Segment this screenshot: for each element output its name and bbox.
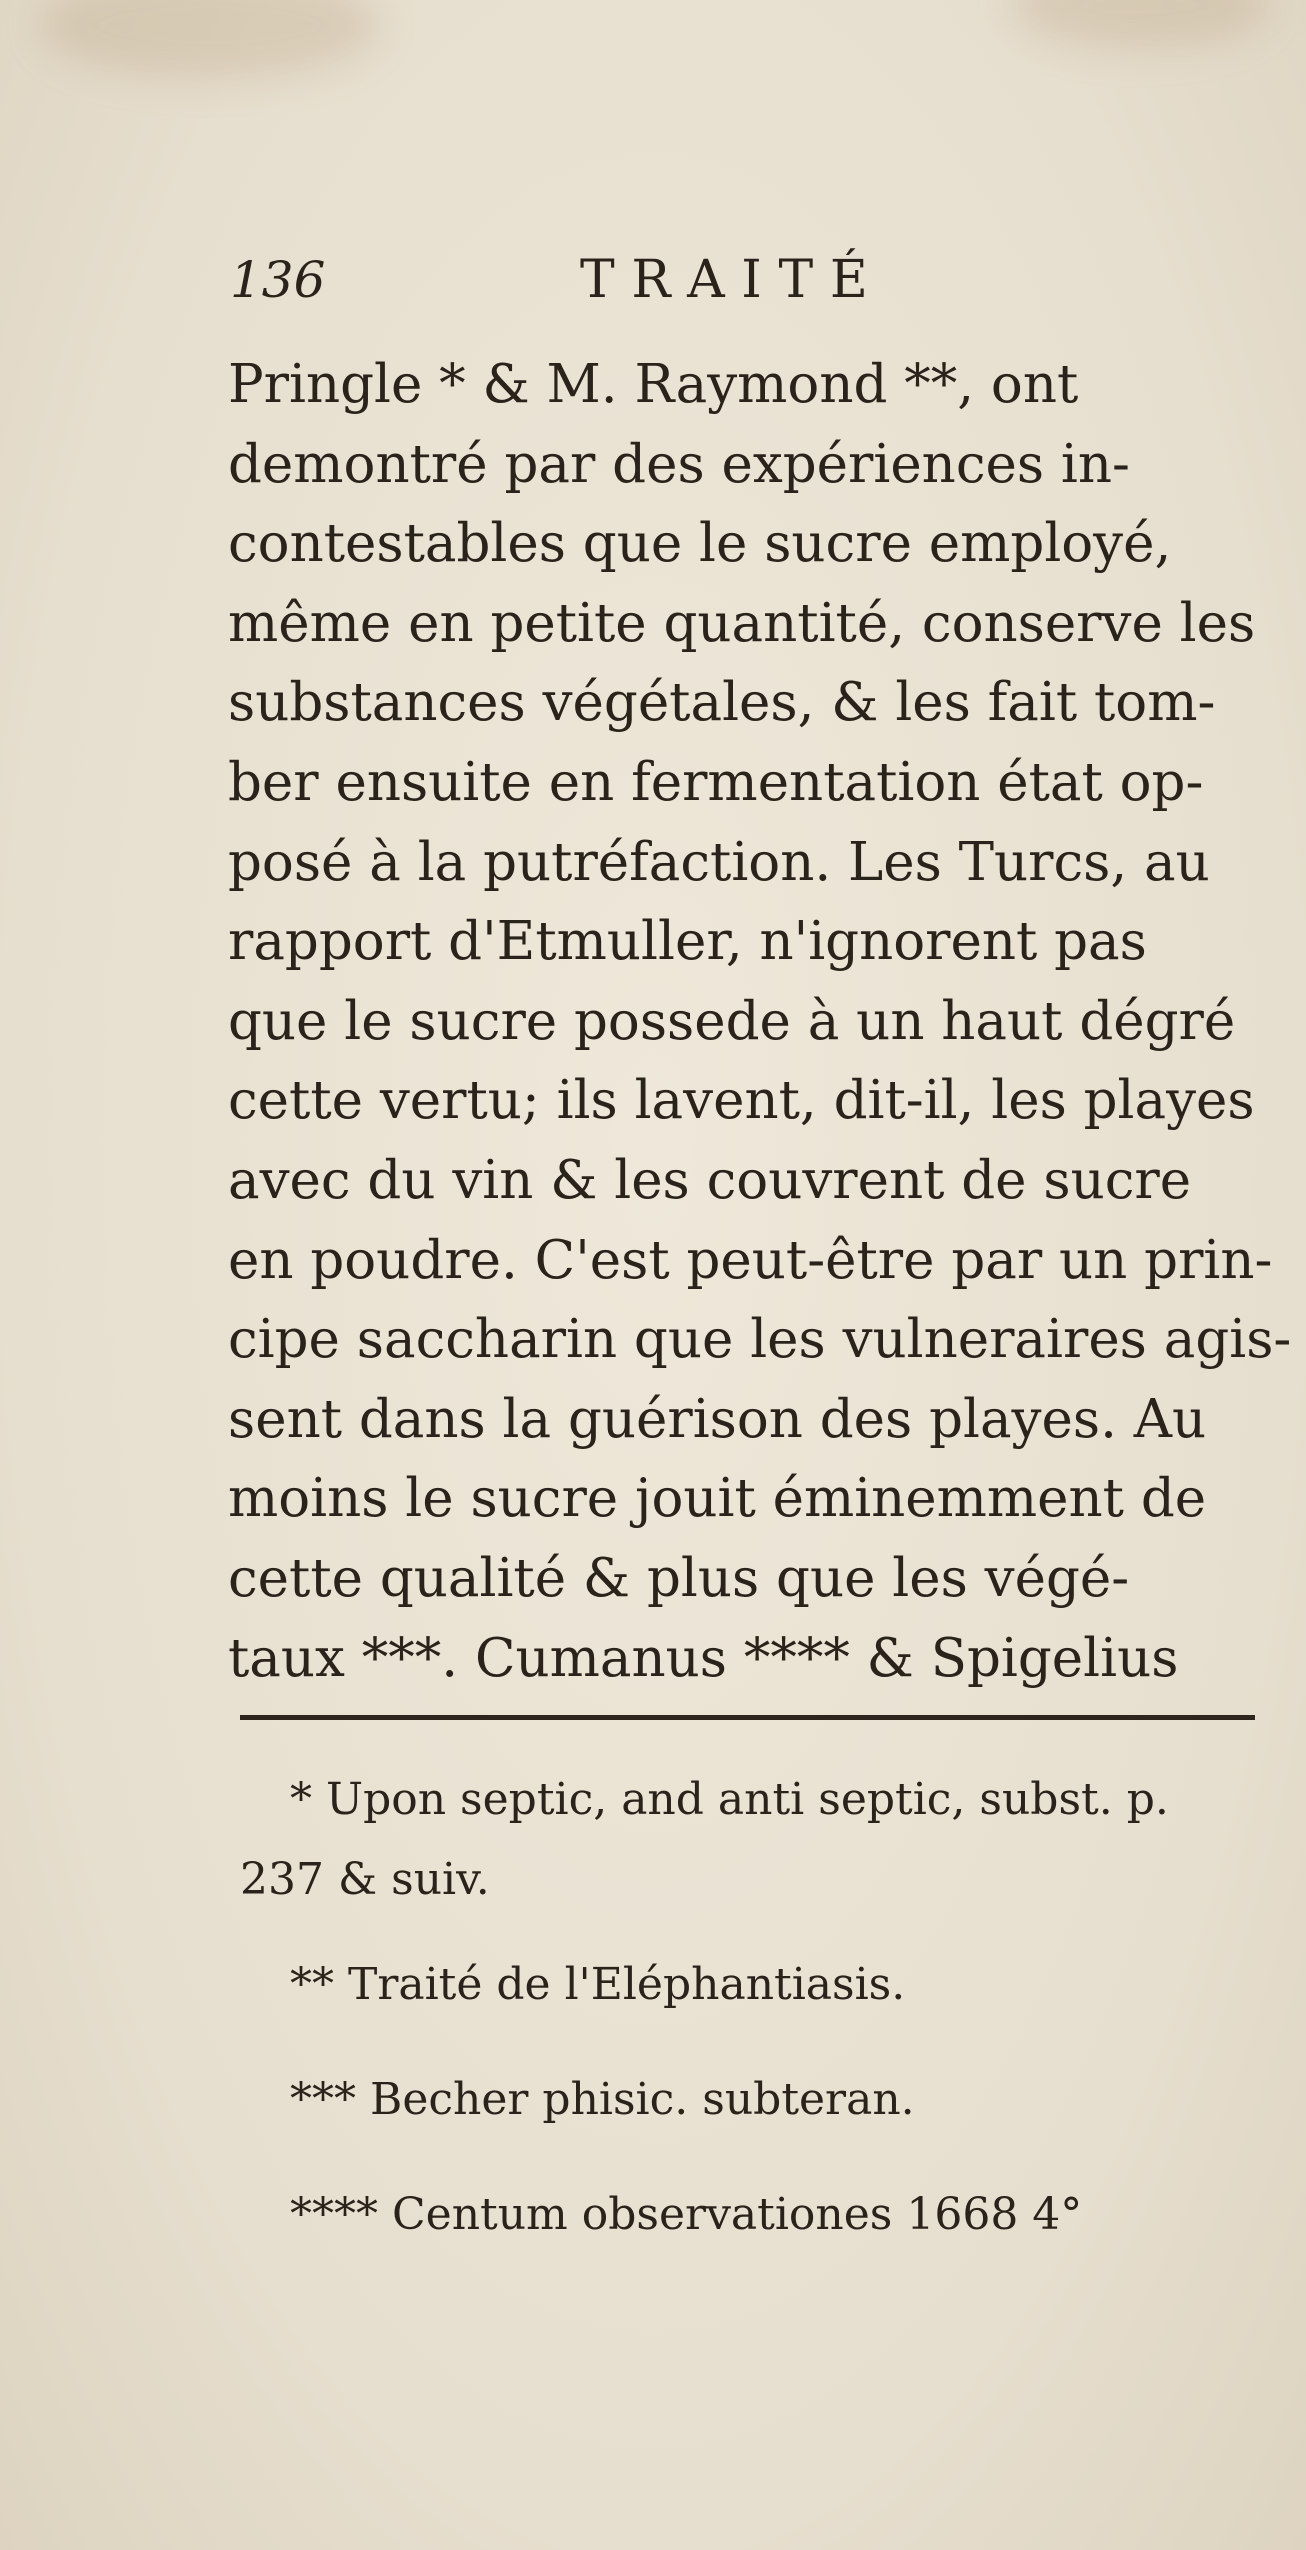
body-line: ber ensuite en fermentation état op- xyxy=(228,751,1204,813)
footnote-2: ** Traité de l'Eléphantiasis. xyxy=(290,1959,906,2010)
footnote-rule xyxy=(240,1715,1255,1720)
footnote-3: *** Becher phisic. subteran. xyxy=(290,2074,915,2125)
body-line: cette vertu; ils lavent, dit-il, les playes xyxy=(228,1070,1255,1132)
footnote-1-line-2: 237 & suiv. xyxy=(240,1854,490,1905)
body-line: demontré par des expériences in- xyxy=(228,433,1130,495)
stain-top-left xyxy=(40,0,380,80)
body-line: avec du vin & les couvrent de sucre xyxy=(228,1149,1192,1211)
body-line: que le sucre possede à un haut dégré xyxy=(228,990,1236,1052)
body-line: taux ***. Cumanus **** & Spigelius xyxy=(228,1627,1179,1689)
body-line: sent dans la guérison des playes. Au xyxy=(228,1388,1207,1450)
footnote-4: **** Centum observationes 1668 4° xyxy=(290,2189,1083,2240)
page-header xyxy=(230,250,1080,320)
body-line: substances végétales, & les fait tom- xyxy=(228,672,1216,734)
body-line: cipe saccharin que les vulneraires agis- xyxy=(228,1309,1292,1371)
body-line: moins le sucre jouit éminemment de xyxy=(228,1468,1207,1530)
running-head: TRAITÉ xyxy=(580,250,885,310)
body-line: Pringle * & M. Raymond **, ont xyxy=(228,354,1079,415)
body-text xyxy=(228,345,1292,1698)
body-line: posé à la putréfaction. Les Turcs, au xyxy=(228,831,1210,893)
body-line: en poudre. C'est peut-être par un prin- xyxy=(228,1229,1273,1291)
body-line: contestables que le sucre employé, xyxy=(228,513,1172,575)
body-line: rapport d'Etmuller, n'ignorent pas xyxy=(228,911,1147,973)
body-line: même en petite quantité, conserve les xyxy=(228,592,1256,654)
stain-top-right xyxy=(1010,0,1270,50)
body-line: cette qualité & plus que les végé- xyxy=(228,1547,1130,1609)
footnote-1-line-1: * Upon septic, and anti septic, subst. p. xyxy=(290,1774,1169,1825)
page-number: 136 xyxy=(230,251,326,309)
